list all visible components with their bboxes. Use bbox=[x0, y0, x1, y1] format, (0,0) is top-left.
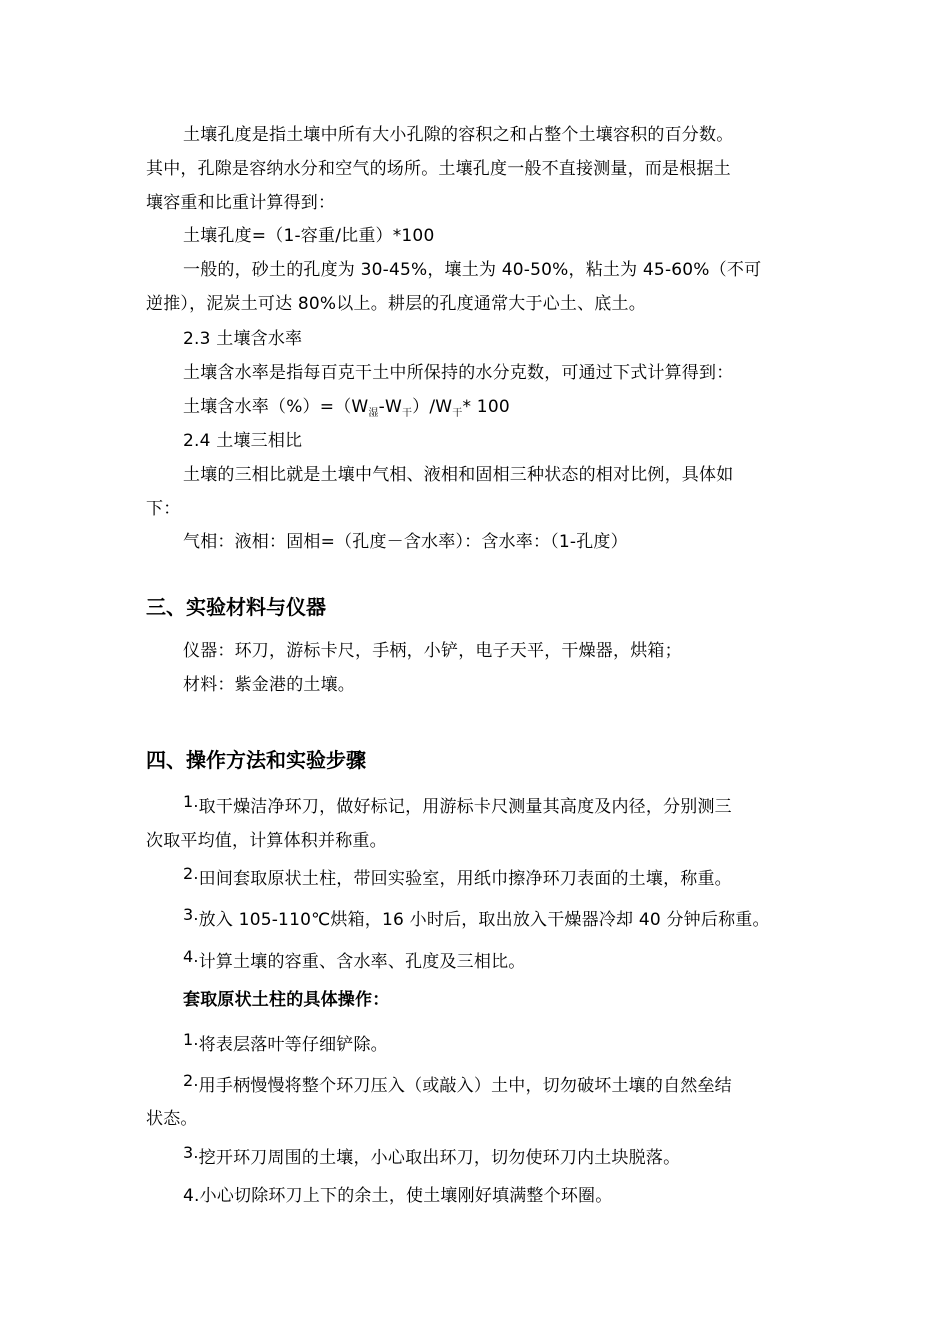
paragraph-porosity-range-line-1: 一般的，砂土的孔度为 30-45%，壤土为 40-50%，粘土为 45-60%（不可 bbox=[183, 260, 762, 280]
instruments-list: 仪器：环刀，游标卡尺，手柄，小铲，电子天平，干燥器，烘箱； bbox=[183, 641, 682, 661]
step-1-line-1: 1.取干燥洁净环刀，做好标记，用游标卡尺测量其高度及内径，分别测三 bbox=[183, 792, 732, 817]
formula-porosity: 土壤孔度=（1-容重/比重）*100 bbox=[183, 226, 435, 246]
formula-three-phase: 气相：液相：固相=（孔度－含水率）：含水率：（1-孔度） bbox=[183, 532, 628, 552]
section-2-4-heading: 2.4 土壤三相比 bbox=[183, 431, 303, 451]
op-1: 1.将表层落叶等仔细铲除。 bbox=[183, 1030, 388, 1055]
section-3-heading: 三、实验材料与仪器 bbox=[146, 595, 326, 619]
paragraph-porosity-line-3: 壤容重和比重计算得到： bbox=[146, 193, 336, 213]
paragraph-moisture: 土壤含水率是指每百克干土中所保持的水分克数，可通过下式计算得到： bbox=[183, 363, 734, 383]
step-2: 2.田间套取原状土柱，带回实验室，用纸巾擦净环刀表面的土壤，称重。 bbox=[183, 864, 732, 889]
section-2-3-heading: 2.3 土壤含水率 bbox=[183, 329, 303, 349]
section-4-heading: 四、操作方法和实验步骤 bbox=[146, 748, 366, 772]
op-3: 3.挖开环刀周围的土壤，小心取出环刀，切勿使环刀内土块脱落。 bbox=[183, 1143, 681, 1168]
paragraph-porosity-line-2: 其中，孔隙是容纳水分和空气的场所。土壤孔度一般不直接测量，而是根据土 bbox=[146, 159, 731, 179]
paragraph-three-phase-line-1: 土壤的三相比就是土壤中气相、液相和固相三种状态的相对比例，具体如 bbox=[183, 465, 734, 485]
step-4: 4.计算土壤的容重、含水率、孔度及三相比。 bbox=[183, 947, 526, 972]
op-2-line-1: 2.用手柄慢慢将整个环刀压入（或敲入）土中，切勿破坏土壤的自然垒结 bbox=[183, 1071, 732, 1096]
op-2-line-2: 状态。 bbox=[146, 1109, 198, 1129]
paragraph-porosity-line-1: 土壤孔度是指土壤中所有大小孔隙的容积之和占整个土壤容积的百分数。 bbox=[183, 125, 734, 145]
step-1-line-2: 次取平均值，计算体积并称重。 bbox=[146, 831, 387, 851]
step-3: 3.放入 105-110℃烘箱，16 小时后，取出放入干燥器冷却 40 分钟后称重。 bbox=[183, 905, 770, 930]
op-4: 4.小心切除环刀上下的余土，使土壤刚好填满整个环圈。 bbox=[183, 1186, 613, 1206]
paragraph-three-phase-line-2: 下： bbox=[146, 499, 181, 519]
sampling-subheading: 套取原状土柱的具体操作： bbox=[183, 990, 390, 1010]
materials-list: 材料：紫金港的土壤。 bbox=[183, 675, 355, 695]
paragraph-porosity-range-line-2: 逆推），泥炭土可达 80%以上。耕层的孔度通常大于心土、底土。 bbox=[146, 294, 646, 314]
formula-moisture: 土壤含水率$(\%)=(W_湿-W_干)/W_干*$ 100 bbox=[183, 397, 510, 419]
